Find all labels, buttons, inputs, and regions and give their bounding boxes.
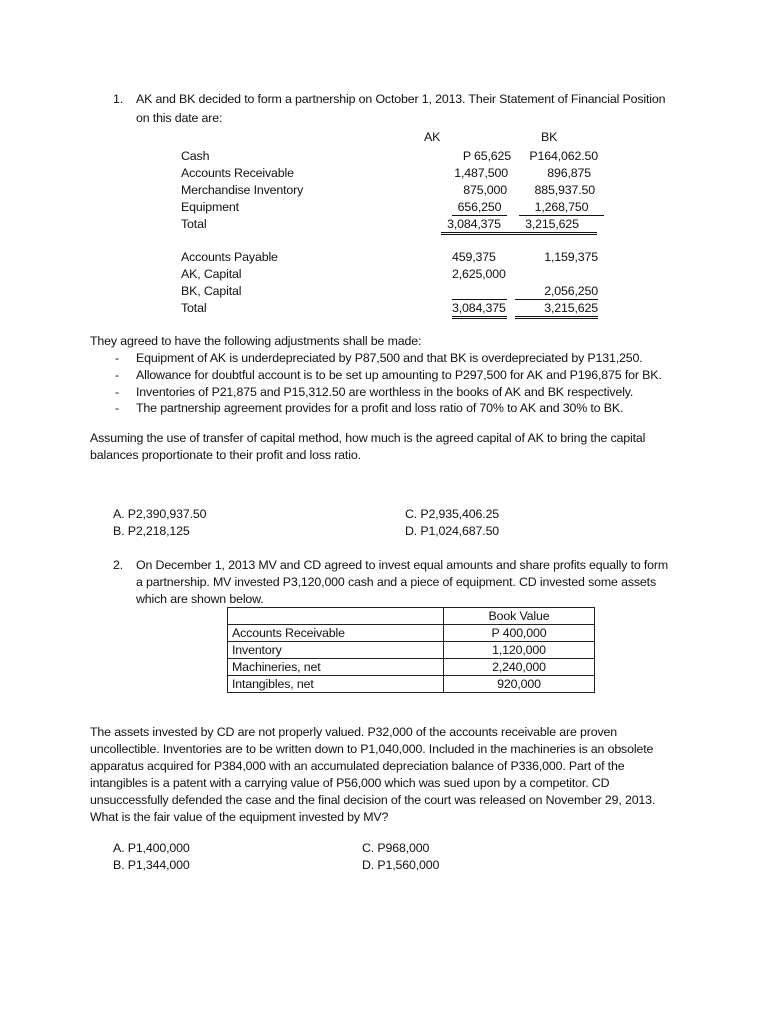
- table-cell-label: Inventory: [228, 642, 444, 659]
- q1-text-line1: AK and BK decided to form a partnership on October 1, 2013. Their Statement of Financial Position: [136, 92, 666, 106]
- bk-value: 1,268,750: [519, 199, 604, 216]
- book-value-table: [227, 607, 595, 693]
- q1-choice-c: C. P2,935,406.25: [405, 507, 500, 521]
- table-row: [228, 642, 595, 659]
- q2-choice-a: A. P1,400,000: [113, 841, 190, 855]
- table-row: [228, 676, 595, 693]
- paragraph-line: unsuccessfully defended the case and the final decision of the court was released on November 29, 2013.: [90, 793, 656, 807]
- q2-choice-d: D. P1,560,000: [362, 858, 440, 872]
- q1-choice-d: D. P1,024,687.50: [405, 524, 500, 538]
- adjustment-item: Inventories of P21,875 and P15,312.50 are worthless in the books of AK and BK respectively.: [136, 385, 634, 399]
- adjustment-item: Equipment of AK is underdepreciated by P87,500 and that BK is overdepreciated by P131,250.: [136, 351, 643, 365]
- table-row: [228, 659, 595, 676]
- q2-choice-c: C. P968,000: [362, 841, 430, 855]
- row-label: Equipment: [181, 200, 239, 214]
- col-header-bk: BK: [541, 130, 558, 144]
- q1-number: 1.: [113, 92, 124, 106]
- table-header-row: [228, 608, 595, 625]
- paragraph-line: intangibles is a patent with a carrying value of P56,000 which was sued upon by a competitor. CD: [90, 776, 610, 790]
- table-cell-value: P 400,000: [444, 625, 595, 642]
- table-cell-value: 920,000: [444, 676, 595, 693]
- ak-total: 3,084,375: [441, 216, 507, 235]
- q1-choice-a: A. P2,390,937.50: [113, 507, 207, 521]
- table-cell-value: 2,240,000: [444, 659, 595, 676]
- row-label: Merchandise Inventory: [181, 183, 304, 197]
- bullet: -: [115, 401, 119, 415]
- row-label: Total: [181, 217, 207, 231]
- ak-total: 3,084,375: [452, 300, 507, 319]
- row-label: Accounts Payable: [181, 250, 278, 264]
- q1-text-line2: on this date are:: [136, 111, 223, 125]
- bk-value: 2,056,250: [515, 283, 598, 300]
- q1-question-line2: balances proportionate to their profit and loss ratio.: [90, 448, 361, 462]
- table-cell-value: 1,120,000: [444, 642, 595, 659]
- table-header-book-value: Book Value: [444, 608, 595, 625]
- bk-value: P164,062.50: [529, 149, 598, 163]
- table-header-empty: [228, 608, 444, 625]
- bullet: -: [115, 351, 119, 365]
- bk-total: 3,215,625: [507, 216, 597, 235]
- adjustment-item: Allowance for doubtful account is to be set up amounting to P297,500 for AK and P196,875 for BK.: [136, 368, 662, 382]
- table-cell-label: Accounts Receivable: [228, 625, 444, 642]
- q2-text-line1: On December 1, 2013 MV and CD agreed to invest equal amounts and share profits equally to form: [136, 558, 669, 572]
- row-label: Total: [181, 301, 207, 315]
- paragraph-line: apparatus acquired for P384,000 with an accumulated depreciation balance of P336,000. Part of the: [90, 759, 625, 773]
- paragraph-line: uncollectible. Inventories are to be written down to P1,040,000. Included in the machineries is an obsolete: [90, 742, 654, 756]
- row-label: AK, Capital: [181, 267, 242, 281]
- ak-underline: [452, 283, 507, 300]
- bk-value: 896,875: [547, 166, 591, 180]
- bullet: -: [115, 368, 119, 382]
- paragraph-line: The assets invested by CD are not properly valued. P32,000 of the accounts receivable are proven: [90, 725, 617, 739]
- ak-value: 459,375: [452, 250, 496, 264]
- q2-choice-b: B. P1,344,000: [113, 858, 190, 872]
- ak-value: 1,487,500: [454, 166, 508, 180]
- q1-choice-b: B. P2,218,125: [113, 524, 190, 538]
- bk-value: 1,159,375: [544, 250, 598, 264]
- row-label: Cash: [181, 149, 210, 163]
- row-label: BK, Capital: [181, 284, 242, 298]
- bk-value: 885,937.50: [534, 183, 595, 197]
- table-cell-label: Intangibles, net: [228, 676, 444, 693]
- col-header-ak: AK: [424, 130, 441, 144]
- table-row: [228, 625, 595, 642]
- paragraph-line: What is the fair value of the equipment invested by MV?: [90, 810, 389, 824]
- q2-text-line2: a partnership. MV invested P3,120,000 cash and a piece of equipment. CD invested some assets: [136, 575, 656, 589]
- q2-number: 2.: [113, 558, 124, 572]
- ak-value: 656,250: [452, 199, 507, 216]
- row-label: Accounts Receivable: [181, 166, 294, 180]
- q2-text-line3: which are shown below.: [136, 592, 264, 606]
- ak-value: P 65,625: [462, 149, 511, 163]
- adjustment-item: The partnership agreement provides for a profit and loss ratio of 70% to AK and 30% to BK.: [136, 401, 624, 415]
- bk-total: 3,215,625: [515, 300, 598, 319]
- adjustments-intro: They agreed to have the following adjustments shall be made:: [90, 334, 422, 348]
- bullet: -: [115, 385, 119, 399]
- q1-question-line1: Assuming the use of transfer of capital method, how much is the agreed capital of AK to bring the capital: [90, 431, 646, 445]
- ak-value: 2,625,000: [452, 267, 506, 281]
- table-cell-label: Machineries, net: [228, 659, 444, 676]
- ak-value: 875,000: [463, 183, 507, 197]
